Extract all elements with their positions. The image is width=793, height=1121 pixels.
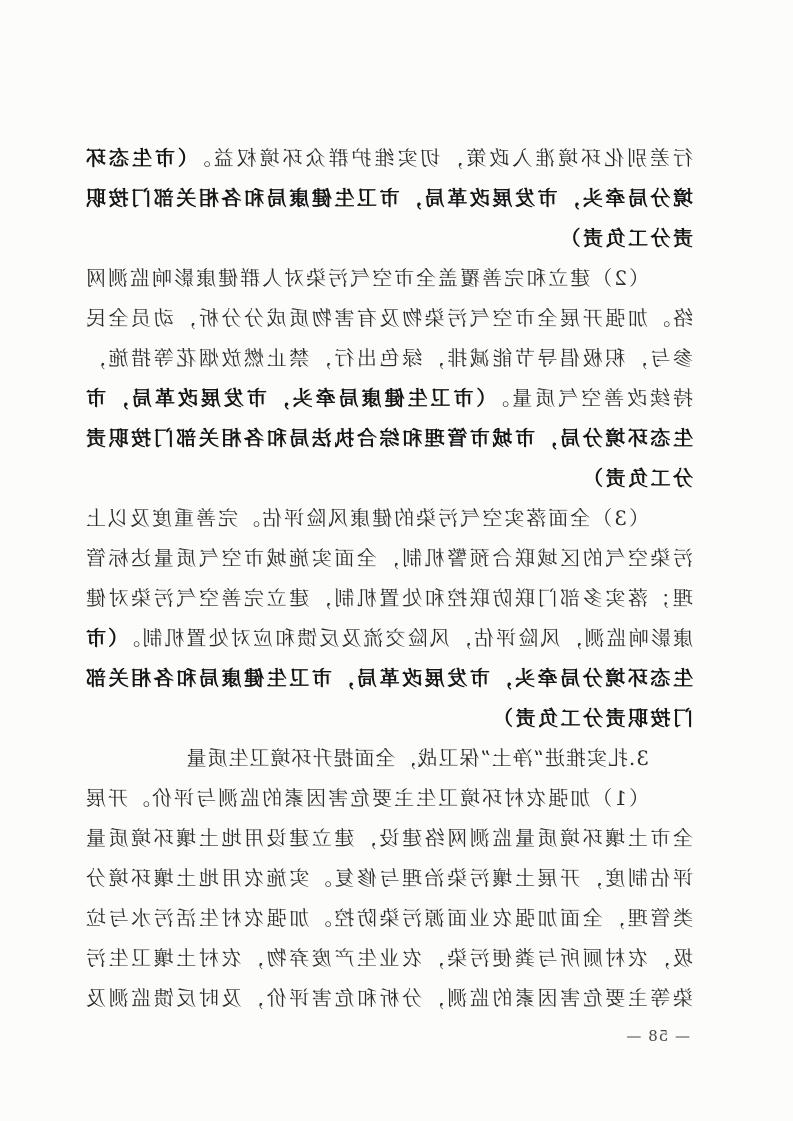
text-line — [86, 338, 693, 378]
responsibility-note: 生态环境分局，市城市管理和综合执法局和各相关部门按职责 — [86, 426, 693, 450]
responsibility-note: （市生态环 — [86, 146, 188, 170]
line-text: 圾，农村厕所与粪便污染，农业生产废弃物，农村土壤卫生污 — [86, 946, 693, 970]
text-line — [86, 818, 693, 858]
text-line — [86, 378, 693, 418]
text-line — [86, 418, 693, 458]
body-text — [86, 138, 693, 1018]
paragraph-start-line — [86, 258, 693, 298]
line-text: 康影响监测，风险评估，风险交流及反馈和应对处置机制。 — [118, 626, 693, 650]
responsibility-note: 境分局牵头，市发展改革局，市卫生健康局和各相关部门按职 — [86, 186, 693, 210]
text-line — [86, 298, 693, 338]
text-line — [86, 858, 693, 898]
text-line — [86, 578, 693, 618]
line-text: 参与，积极倡导节能减排，绿色出行，禁止燃放烟花等措施， — [86, 346, 693, 370]
line-text: 持续改善空气质量。 — [486, 386, 693, 410]
page-number: — 58 — — [625, 1027, 690, 1045]
responsibility-note: （市 — [86, 626, 119, 650]
line-text: 类管理，全面加强农业面源污染防控。加强农村生活污水与垃 — [86, 906, 693, 930]
responsibility-note: 分工负责） — [580, 466, 693, 490]
responsibility-note: 门按职责分工负责） — [490, 706, 693, 730]
text-line — [86, 898, 693, 938]
text-line — [86, 178, 693, 218]
text-line — [86, 978, 693, 1018]
text-line — [86, 538, 693, 578]
responsibility-note: （市卫生健康局牵头，市发展改革局，市 — [86, 386, 487, 410]
line-text: （3）全面落实空气污染的健康风险评估。完善重度及以上 — [86, 506, 649, 530]
line-text: 污染空气的区域联合预警机制，全面实施城市空气质量达标管 — [86, 546, 693, 570]
section-heading-text: 3.扎实推进“净土”保卫战，全面提升环境卫生质量 — [185, 746, 649, 770]
text-line — [86, 218, 693, 258]
section-heading — [86, 738, 693, 778]
paragraph-start-line — [86, 778, 693, 818]
text-line — [86, 458, 693, 498]
line-text: 染等主要危害因素的监测，分析和危害评价，及时反馈监测及 — [86, 986, 693, 1010]
text-line — [86, 138, 693, 178]
text-line — [86, 698, 693, 738]
responsibility-note: 责分工负责） — [558, 226, 693, 250]
line-text: 络。加强开展全市空气污染物及有害物质成分分析，动员全民 — [86, 306, 693, 330]
line-text: （2）建立和完善覆盖全市空气污染对人群健康影响监测网 — [86, 266, 649, 290]
text-line — [86, 658, 693, 698]
line-text: 全市土壤环境质量监测网络建设，建立建设用地土壤环境质量 — [86, 826, 693, 850]
text-line — [86, 618, 693, 658]
line-text: 理；落实多部门联防联控和处置机制，建立完善空气污染对健 — [86, 586, 693, 610]
paragraph-start-line — [86, 498, 693, 538]
line-text: （1）加强农村环境卫生主要危害因素的监测与评价。开展 — [86, 786, 649, 810]
text-line — [86, 938, 693, 978]
line-text: 行差别化环境准入政策，切实维护群众环境权益。 — [187, 146, 693, 170]
responsibility-note: 生态环境分局牵头，市发展改革局，市卫生健康局和各相关部 — [86, 666, 693, 690]
line-text: 评估制度，开展土壤污染治理与修复。实施农用地土壤环境分 — [86, 866, 693, 890]
